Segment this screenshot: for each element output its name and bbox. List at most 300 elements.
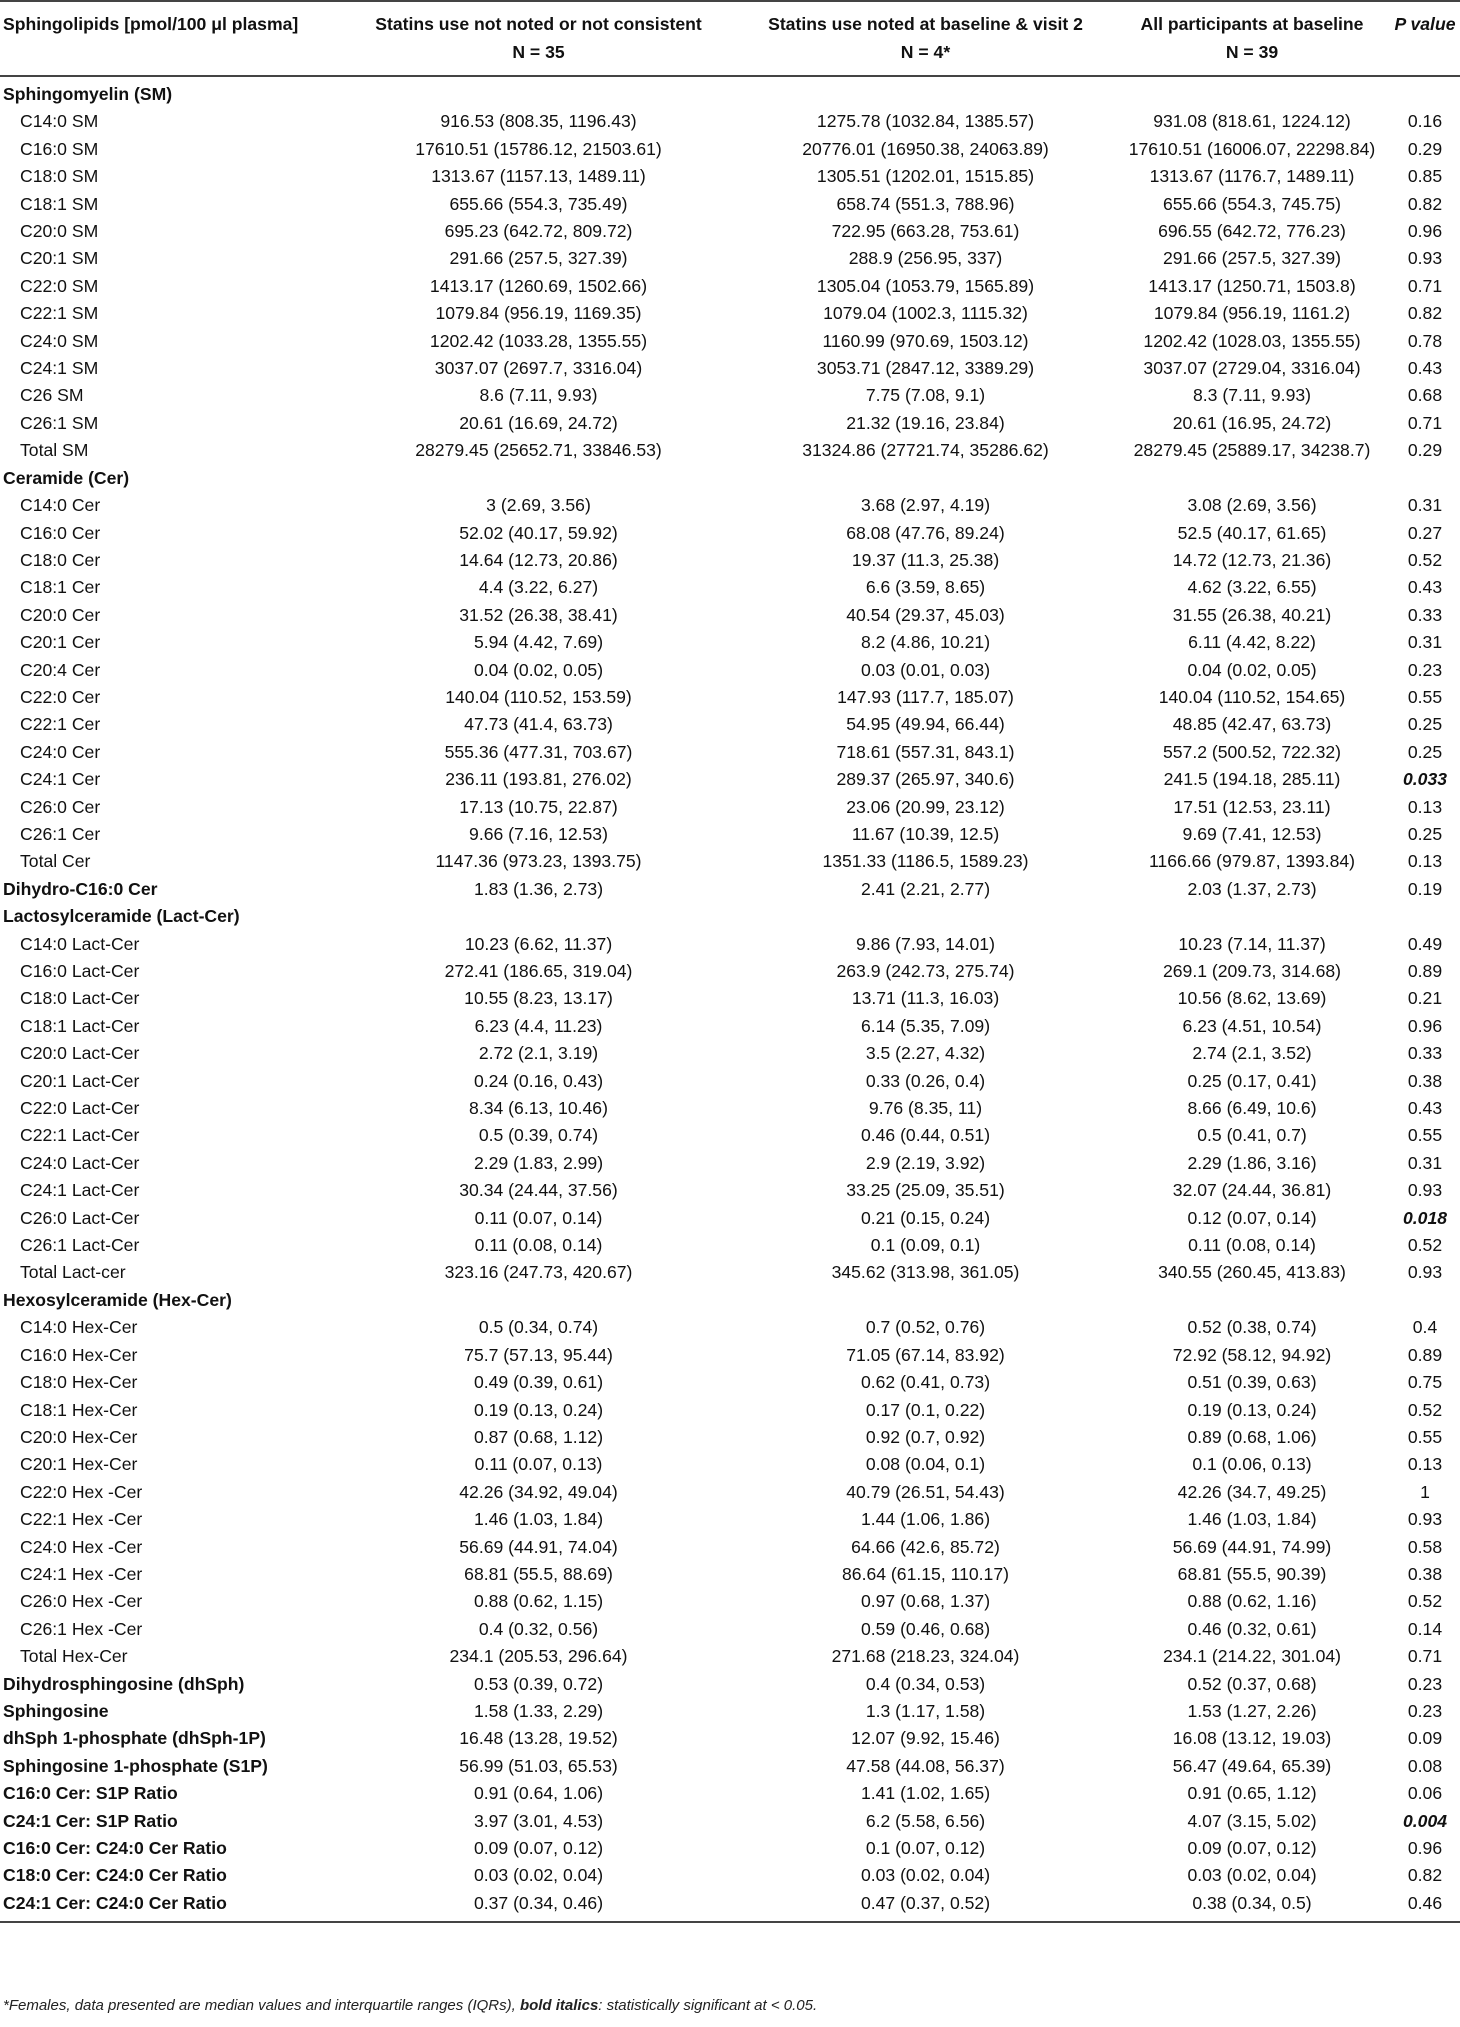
p-value: 0.33 [1407,604,1443,625]
value-statins-not-noted: 42.26 (34.92, 49.04) [459,1481,618,1502]
p-value: 0.82 [1407,1865,1443,1886]
row-label: C22:1 Cer [20,714,101,735]
row-label: Total SM [20,440,89,461]
value-statins-not-noted: 0.11 (0.07, 0.14) [474,1207,603,1228]
value-all-participants: 1.46 (1.03, 1.84) [1187,1509,1317,1530]
p-value: 0.23 [1407,659,1443,680]
value-statins-not-noted: 9.66 (7.16, 12.53) [469,823,608,844]
value-statins-noted: 0.33 (0.26, 0.4) [865,1070,986,1091]
p-value: 0.09 [1407,1728,1443,1749]
value-all-participants: 340.55 (260.45, 413.83) [1158,1262,1346,1283]
value-statins-not-noted: 655.66 (554.3, 735.49) [449,193,628,214]
value-statins-noted: 47.58 (44.08, 56.37) [846,1755,1005,1776]
value-statins-noted: 0.03 (0.01, 0.03) [860,659,991,680]
value-all-participants: 4.07 (3.15, 5.02) [1187,1810,1317,1831]
p-value: 0.33 [1407,1043,1443,1064]
p-value: 0.25 [1407,823,1443,844]
value-statins-noted: 263.9 (242.73, 275.74) [836,961,1015,981]
table-row [0,1397,1460,1424]
section-title: Lactosylceramide (Lact-Cer) [3,906,240,927]
table-row [0,1616,1460,1643]
p-value: 0.96 [1407,1015,1443,1036]
row-label: C20:0 SM [20,221,99,242]
value-all-participants: 20.61 (16.95, 24.72) [1172,412,1332,433]
row-label: C14:0 Hex-Cer [20,1317,138,1338]
row-label: Dihydro-C16:0 Cer [3,878,158,899]
value-statins-not-noted: 236.11 (193.81, 276.02) [445,769,632,790]
value-statins-not-noted: 5.94 (4.42, 7.69) [473,632,604,653]
value-all-participants: 56.69 (44.91, 74.99) [1172,1536,1332,1557]
value-all-participants: 0.52 (0.37, 0.68) [1187,1673,1317,1694]
table-row [0,520,1460,547]
value-statins-noted: 12.07 (9.92, 15.46) [851,1728,1000,1749]
value-all-participants: 3.08 (2.69, 3.56) [1187,495,1317,516]
value-statins-noted: 1.3 (1.17, 1.58) [865,1700,986,1721]
value-statins-not-noted: 0.11 (0.08, 0.14) [474,1235,603,1256]
table-row [0,766,1460,793]
value-statins-noted: 40.54 (29.37, 45.03) [846,604,1005,625]
value-statins-not-noted: 1.58 (1.33, 2.29) [473,1700,604,1721]
row-label: Sphingosine [3,1700,109,1721]
header-statins-noted-title: Statins use noted at baseline & visit 2 [768,14,1083,34]
value-statins-noted: 1351.33 (1186.5, 1589.23) [822,851,1029,872]
value-statins-noted: 7.75 (7.08, 9.1) [865,385,986,406]
value-all-participants: 17.51 (12.53, 23.11) [1173,796,1331,817]
row-label: C20:0 Hex-Cer [20,1426,138,1447]
value-statins-not-noted: 1.83 (1.36, 2.73) [473,878,604,899]
section-header-row [0,1287,1460,1314]
empty-cell [340,465,737,492]
value-statins-noted: 3.68 (2.97, 4.19) [860,495,991,516]
footnote-text-end: : statistically significant at < 0.05. [598,1997,818,2014]
table-row [0,1095,1460,1122]
row-label: C18:1 Cer [20,577,101,598]
row-label: C16:0 Cer: C24:0 Cer Ratio [3,1838,227,1858]
value-all-participants: 56.47 (49.64, 65.39) [1172,1755,1332,1776]
p-value: 0.89 [1407,1344,1443,1365]
row-label: C16:0 Cer [20,522,101,543]
empty-cell [1390,1287,1460,1314]
footnote-bold-italics: bold italics [519,1997,599,2014]
value-statins-not-noted: 20.61 (16.69, 24.72) [459,412,618,433]
p-value: 0.16 [1407,111,1443,132]
value-statins-not-noted: 234.1 (205.53, 296.64) [449,1646,628,1667]
value-statins-noted: 2.41 (2.21, 2.77) [860,878,991,899]
value-all-participants: 3037.07 (2729.04, 3316.04) [1143,358,1361,379]
value-statins-noted: 0.03 (0.02, 0.04) [860,1865,991,1886]
value-statins-not-noted: 6.23 (4.4, 11.23) [474,1015,603,1036]
value-all-participants: 4.62 (3.22, 6.55) [1187,577,1317,598]
table-row [0,739,1460,766]
row-label: C24:1 Cer: C24:0 Cer Ratio [0,1890,340,1922]
empty-cell [1390,76,1460,108]
table-row [0,1205,1460,1232]
empty-cell [340,1287,737,1314]
value-all-participants: 8.3 (7.11, 9.93) [1192,385,1312,406]
p-value: 0.93 [1407,1262,1443,1283]
value-all-participants: 17610.51 (16006.07, 22298.84) [1128,138,1376,159]
value-statins-noted: 0.21 (0.15, 0.24) [860,1207,991,1228]
value-statins-noted: 0.1 (0.07, 0.12) [865,1838,986,1858]
value-statins-not-noted: 0.53 (0.39, 0.72) [473,1673,604,1694]
value-all-participants: 1202.42 (1028.03, 1355.55) [1143,330,1361,351]
value-statins-noted: 288.9 (256.95, 337) [848,248,1003,269]
value-statins-noted: 0.59 (0.46, 0.68) [860,1618,991,1639]
p-value: 0.13 [1407,1454,1443,1475]
row-label: C18:0 Hex-Cer [20,1372,138,1393]
row-label: C14:0 SM [20,111,99,132]
value-statins-not-noted: 323.16 (247.73, 420.67) [444,1262,633,1283]
row-label: C18:1 SM [20,193,99,214]
value-statins-noted: 0.92 (0.7, 0.92) [865,1426,986,1447]
value-all-participants: 10.23 (7.14, 11.37) [1178,933,1326,954]
p-value: 0.018 [1402,1207,1448,1228]
value-statins-noted: 9.86 (7.93, 14.01) [856,933,995,954]
header-p-value: P value [1390,1,1460,76]
row-label: C24:0 Lact-Cer [20,1152,140,1173]
value-all-participants: 0.88 (0.62, 1.16) [1187,1591,1317,1612]
p-value: 0.13 [1407,796,1443,817]
value-all-participants: 68.81 (55.5, 90.39) [1177,1563,1327,1584]
empty-cell [1114,76,1390,108]
value-all-participants: 2.03 (1.37, 2.73) [1187,878,1317,899]
value-all-participants: 1166.66 (979.87, 1393.84) [1148,851,1356,872]
value-statins-not-noted: 0.91 (0.64, 1.06) [473,1783,604,1804]
table-row [0,1232,1460,1259]
p-value: 0.55 [1407,1426,1443,1447]
section-title: Sphingomyelin (SM) [3,84,173,104]
value-statins-not-noted: 272.41 (186.65, 319.04) [444,961,633,981]
value-statins-not-noted: 3037.07 (2697.7, 3316.04) [434,358,643,379]
table-row [0,1890,1460,1922]
row-label: C16:0 SM [20,138,99,159]
value-statins-not-noted: 47.73 (41.4, 63.73) [464,714,613,735]
row-label: C20:1 SM [20,248,99,269]
row-label: C20:1 Cer [20,632,101,653]
table-row [0,355,1460,382]
row-label: C26:1 Cer [20,823,101,844]
table-row [0,382,1460,409]
value-statins-not-noted: 31.52 (26.38, 38.41) [459,604,618,625]
value-statins-not-noted: 0.4 (0.32, 0.56) [478,1618,599,1639]
value-statins-noted: 722.95 (663.28, 753.61) [831,221,1020,242]
table-row [0,163,1460,190]
p-value: 0.31 [1407,632,1443,653]
header-sphingolipids: Sphingolipids [pmol/100 μl plasma] [0,1,340,76]
table-row [0,629,1460,656]
value-all-participants: 696.55 (642.72, 776.23) [1158,221,1346,242]
value-statins-noted: 33.25 (25.09, 35.51) [846,1180,1005,1201]
value-all-participants: 0.51 (0.39, 0.63) [1187,1372,1317,1393]
value-all-participants: 1079.84 (956.19, 1161.2) [1153,303,1351,324]
value-all-participants: 0.12 (0.07, 0.14) [1187,1207,1317,1228]
footnote-text: *Females, data presented are median values and interquartile ranges (IQRs), [3,1997,520,2014]
value-statins-not-noted: 0.87 (0.68, 1.12) [473,1426,604,1447]
row-label: C22:1 Lact-Cer [20,1125,140,1146]
value-all-participants: 8.66 (6.49, 10.6) [1187,1098,1317,1119]
row-label: C16:0 Hex-Cer [20,1344,138,1365]
value-all-participants: 14.72 (12.73, 21.36) [1172,549,1332,570]
table-row [0,574,1460,601]
value-statins-noted: 0.1 (0.09, 0.1) [870,1235,981,1256]
row-label: C16:0 Lact-Cer [20,961,140,981]
value-all-participants: 28279.45 (25889.17, 34238.7) [1133,440,1371,461]
table-row [0,985,1460,1012]
value-all-participants: 31.55 (26.38, 40.21) [1172,604,1332,625]
p-value: 0.004 [1402,1810,1448,1831]
table-row [0,410,1460,437]
table-row [0,218,1460,245]
row-label: C20:0 Lact-Cer [20,1043,140,1064]
value-statins-not-noted: 140.04 (110.52, 153.59) [445,686,632,707]
p-value: 0.55 [1407,1125,1443,1146]
table-row [0,300,1460,327]
value-all-participants: 42.26 (34.7, 49.25) [1177,1481,1327,1502]
header-all-participants-n: N = 39 [1225,42,1279,62]
p-value: 0.29 [1407,440,1443,461]
value-all-participants: 72.92 (58.12, 94.92) [1172,1344,1332,1365]
p-value: 0.4 [1412,1317,1438,1338]
value-statins-noted: 271.68 (218.23, 324.04) [831,1646,1020,1667]
p-value: 0.68 [1407,385,1443,406]
value-statins-noted: 1160.99 (970.69, 1503.12) [822,330,1029,351]
row-label: C18:0 Cer: C24:0 Cer Ratio [3,1865,227,1886]
table-row [0,1780,1460,1807]
p-value: 0.38 [1407,1070,1443,1091]
header-statins-noted [737,1,1114,76]
row-label: Total Cer [20,851,91,872]
p-value: 0.31 [1407,1152,1443,1173]
value-all-participants: 2.74 (2.1, 3.52) [1192,1043,1312,1064]
value-all-participants: 291.66 (257.5, 327.39) [1162,248,1342,269]
value-statins-noted: 1305.51 (1202.01, 1515.85) [816,166,1035,187]
p-value: 0.25 [1407,741,1443,762]
value-statins-not-noted: 3.97 (3.01, 4.53) [473,1810,604,1831]
table-row [0,657,1460,684]
value-statins-not-noted: 0.5 (0.34, 0.74) [478,1317,599,1338]
table-row [0,1561,1460,1588]
table-row [0,1862,1460,1889]
row-label: C24:1 Lact-Cer [20,1180,140,1201]
table-row [0,1643,1460,1670]
p-value: 0.93 [1407,1180,1443,1201]
value-statins-not-noted: 52.02 (40.17, 59.92) [459,522,618,543]
table-row [0,1534,1460,1561]
p-value: 0.14 [1407,1618,1443,1639]
table-row [0,245,1460,272]
p-value: 0.23 [1407,1673,1443,1694]
value-all-participants: 0.11 (0.08, 0.14) [1188,1235,1316,1256]
value-statins-noted: 54.95 (49.94, 66.44) [846,714,1005,735]
value-statins-not-noted: 1.46 (1.03, 1.84) [473,1509,604,1530]
table-row [0,1753,1460,1780]
table-row [0,1177,1460,1204]
value-statins-noted: 147.93 (117.7, 185.07) [837,686,1014,707]
p-value: 0.75 [1407,1372,1443,1393]
empty-cell [1390,465,1460,492]
value-statins-not-noted: 1313.67 (1157.13, 1489.11) [431,166,646,187]
table-row [0,1725,1460,1752]
row-label: C22:0 Hex -Cer [20,1481,143,1502]
table-row [0,1040,1460,1067]
p-value: 0.85 [1407,166,1443,187]
p-value: 0.29 [1407,138,1443,159]
table-row [0,1479,1460,1506]
value-all-participants: 241.5 (194.18, 285.11) [1163,769,1341,790]
row-label: C26 SM [20,385,84,406]
table-row [0,684,1460,711]
p-value: 0.13 [1407,851,1443,872]
p-value: 0.43 [1407,1098,1443,1119]
value-statins-not-noted: 2.29 (1.83, 2.99) [473,1152,604,1173]
header-statins-not-noted-n: N = 35 [512,42,565,62]
p-value: 0.71 [1407,412,1443,433]
table-row [0,1451,1460,1478]
row-label: Dihydrosphingosine (dhSph) [3,1673,245,1694]
value-statins-noted: 31324.86 (27721.74, 35286.62) [802,440,1049,461]
empty-cell [737,1287,1114,1314]
value-statins-not-noted: 0.5 (0.39, 0.74) [478,1125,599,1146]
value-statins-noted: 40.79 (26.51, 54.43) [846,1481,1005,1502]
p-value: 0.033 [1402,769,1448,790]
table-row [0,848,1460,875]
value-statins-not-noted: 3 (2.69, 3.56) [486,495,591,516]
value-statins-noted: 1275.78 (1032.84, 1385.57) [816,111,1035,132]
row-label: C24:1 Cer: S1P Ratio [3,1810,178,1831]
value-all-participants: 6.23 (4.51, 10.54) [1182,1015,1322,1036]
table-row [0,136,1460,163]
header-all-participants [1114,1,1390,76]
table-row [0,1314,1460,1341]
value-statins-noted: 11.67 (10.39, 12.5) [851,823,1000,844]
value-statins-not-noted: 0.49 (0.39, 0.61) [473,1372,604,1393]
value-all-participants: 234.1 (214.22, 301.04) [1162,1646,1342,1667]
value-statins-noted: 0.46 (0.44, 0.51) [860,1125,991,1146]
value-statins-noted: 13.71 (11.3, 16.03) [851,988,1000,1009]
value-statins-noted: 8.2 (4.86, 10.21) [860,632,991,653]
row-label: C22:0 Cer [20,686,101,707]
section-title: Ceramide (Cer) [3,467,130,488]
row-label: C24:1 Hex -Cer [20,1563,143,1584]
row-label: C20:4 Cer [20,659,101,680]
value-statins-noted: 9.76 (8.35, 11) [868,1098,983,1119]
p-value: 0.08 [1407,1755,1443,1776]
value-statins-not-noted: 291.66 (257.5, 327.39) [449,248,628,269]
p-value: 0.93 [1407,248,1443,269]
value-statins-noted: 345.62 (313.98, 361.05) [831,1262,1020,1283]
p-value: 0.82 [1407,303,1443,324]
table-row [0,492,1460,519]
header-statins-not-noted [340,1,737,76]
row-label: Total Lact-cer [20,1262,126,1283]
value-statins-noted: 1.44 (1.06, 1.86) [860,1509,991,1530]
value-statins-not-noted: 14.64 (12.73, 20.86) [459,549,618,570]
table-row [0,1068,1460,1095]
value-all-participants: 0.52 (0.38, 0.74) [1187,1317,1317,1338]
value-all-participants: 0.1 (0.06, 0.13) [1192,1454,1312,1475]
p-value: 0.58 [1407,1536,1443,1557]
row-label: C24:0 Cer [20,741,101,762]
p-value: 0.06 [1407,1783,1443,1804]
section-title: Hexosylceramide (Hex-Cer) [3,1289,232,1310]
empty-cell [1114,1287,1390,1314]
row-label: C18:0 Lact-Cer [20,988,140,1009]
value-statins-not-noted: 0.88 (0.62, 1.15) [473,1591,604,1612]
empty-cell [340,76,737,108]
value-statins-not-noted: 10.23 (6.62, 11.37) [464,933,613,954]
value-statins-not-noted: 75.7 (57.13, 95.44) [464,1344,613,1365]
table-row [0,191,1460,218]
value-statins-noted: 3053.71 (2847.12, 3389.29) [816,358,1035,379]
value-all-participants: 52.5 (40.17, 61.65) [1177,522,1327,543]
p-value: 0.49 [1407,933,1443,954]
value-statins-noted: 3.5 (2.27, 4.32) [865,1043,986,1064]
section-header-row [0,76,1460,108]
value-all-participants: 557.2 (500.52, 722.32) [1162,741,1342,762]
row-label: dhSph 1-phosphate (dhSph-1P) [3,1728,266,1749]
empty-cell [1114,465,1390,492]
value-statins-not-noted: 916.53 (808.35, 1196.43) [440,111,637,132]
value-statins-not-noted: 4.4 (3.22, 6.27) [478,577,599,598]
value-statins-not-noted: 16.48 (13.28, 19.52) [459,1728,618,1749]
p-value: 1 [1420,1481,1430,1502]
p-value: 0.71 [1407,275,1443,296]
p-value: 0.21 [1407,988,1443,1009]
value-statins-not-noted: 1147.36 (973.23, 1393.75) [435,851,642,872]
p-value: 0.93 [1407,1509,1443,1530]
p-value: 0.96 [1407,221,1443,242]
table-row [0,1506,1460,1533]
p-value: 0.46 [1390,1890,1460,1922]
table-row [0,547,1460,574]
row-label: C26:1 Hex -Cer [20,1618,143,1639]
value-statins-noted: 86.64 (61.15, 110.17) [842,1563,1009,1584]
value-statins-noted: 6.6 (3.59, 8.65) [865,577,986,598]
p-value: 0.52 [1407,549,1443,570]
value-statins-not-noted: 56.69 (44.91, 74.04) [459,1536,618,1557]
table-row [0,1013,1460,1040]
table-row [0,958,1460,985]
p-value: 0.82 [1407,193,1443,214]
row-label: C14:0 Cer [20,495,101,516]
table-row [0,273,1460,300]
row-label: C20:1 Lact-Cer [20,1070,140,1091]
row-label: C18:1 Hex-Cer [20,1399,138,1420]
value-statins-not-noted: 0.03 (0.02, 0.04) [473,1865,604,1886]
value-statins-not-noted: 8.34 (6.13, 10.46) [469,1098,608,1119]
row-label: C24:0 SM [20,330,99,351]
value-statins-not-noted: 695.23 (642.72, 809.72) [444,221,633,242]
table-row [0,1588,1460,1615]
value-statins-not-noted: 0.11 (0.07, 0.13) [474,1454,603,1475]
value-statins-not-noted: 30.34 (24.44, 37.56) [459,1180,618,1201]
row-label: C22:1 Hex -Cer [20,1509,143,1530]
value-statins-noted: 0.4 (0.34, 0.53) [865,1673,986,1694]
table-body [0,76,1460,1922]
table-row [0,1424,1460,1451]
value-all-participants: 16.08 (13.12, 19.03) [1172,1728,1332,1749]
table-row [0,1259,1460,1286]
p-value: 0.43 [1407,577,1443,598]
row-label: C24:1 SM [20,358,99,379]
value-statins-noted: 0.7 (0.52, 0.76) [865,1317,986,1338]
value-statins-not-noted: 10.55 (8.23, 13.17) [464,988,613,1009]
value-statins-not-noted: 8.6 (7.11, 9.93) [479,385,598,406]
value-statins-not-noted: 17610.51 (15786.12, 21503.61) [415,138,662,159]
value-all-participants: 0.09 (0.07, 0.12) [1187,1838,1317,1858]
value-statins-noted: 19.37 (11.3, 25.38) [851,549,1000,570]
p-value: 0.25 [1407,714,1443,735]
